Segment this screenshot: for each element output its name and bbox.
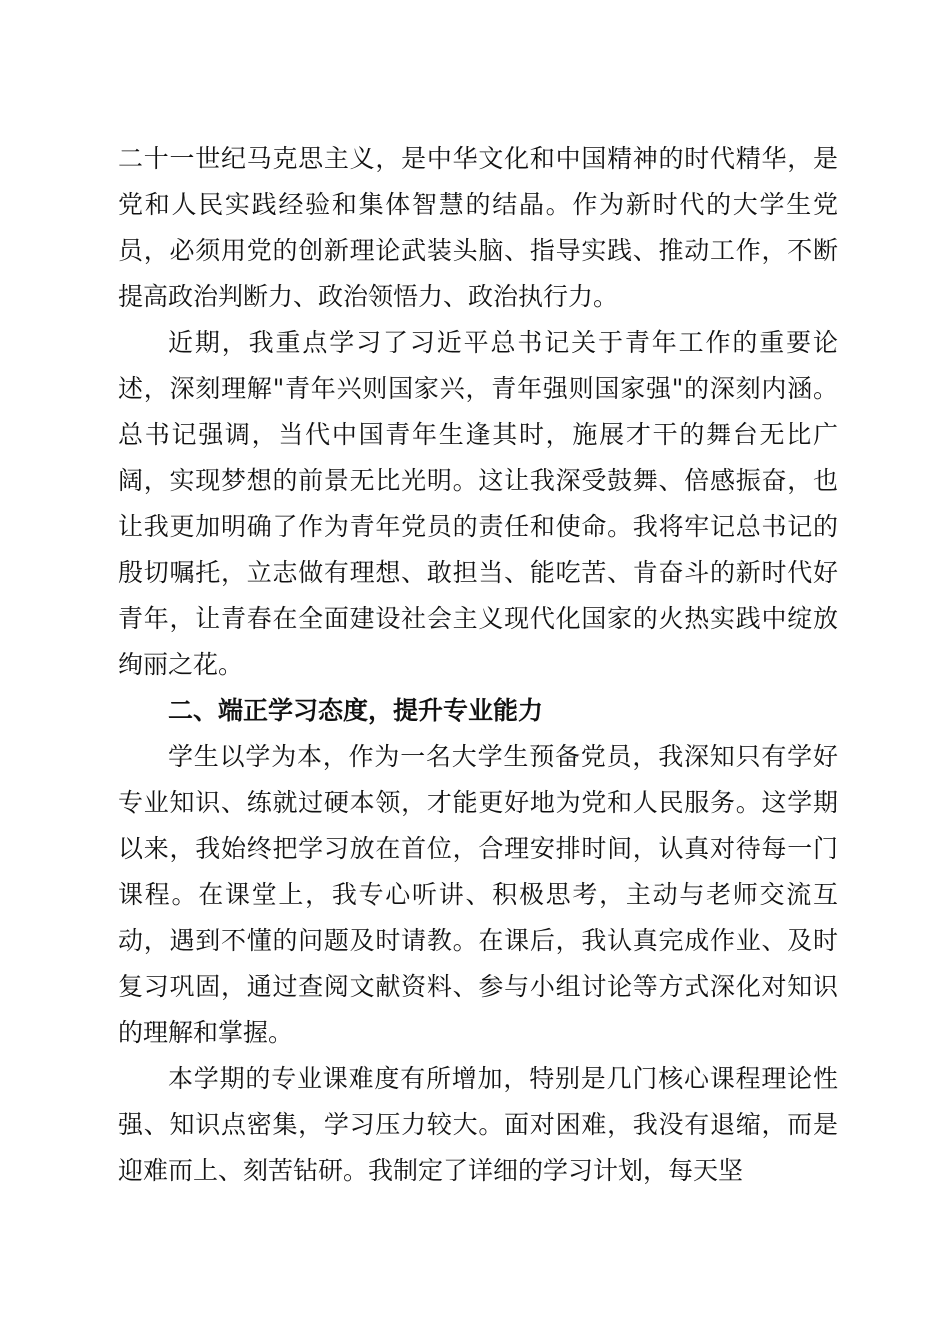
paragraph-course-difficulty: 本学期的专业课难度有所增加，特别是几门核心课程理论性强、知识点密集，学习压力较大。面对困难，我没有退缩，而是迎难而上、刻苦钻研。我制定了详细的学习计划，每天坚 <box>118 1064 838 1185</box>
paragraph-youth-study: 近期，我重点学习了习近平总书记关于青年工作的重要论述，深刻理解"青年兴则国家兴，青年强则国家强"的深刻内涵。总书记强调，当代中国青年生逢其时，施展才干的舞台无比广阔，实现梦想的前景无比光明。这让我深受鼓舞、倍感振奋，也让我更加明确了作为青年党员的责任和使命。我将牢记总书记的殷切嘱托，立志做有理想、敢担当、能吃苦、肯奋斗的新时代好青年，让青春在全面建设社会主义现代化国家的火热实践中绽放绚丽之花。 <box>118 328 838 679</box>
paragraph-study-attitude: 学生以学为本，作为一名大学生预备党员，我深知只有学好专业知识、练就过硬本领，才能更好地为党和人民服务。这学期以来，我始终把学习放在首位，合理安排时间，认真对待每一门课程。在课堂上，我专心听讲、积极思考，主动与老师交流互动，遇到不懂的问题及时请教。在课后，我认真完成作业、及时复习巩固，通过查阅文献资料、参与小组讨论等方式深化对知识的理解和掌握。 <box>118 742 838 1047</box>
paragraph-continued: 二十一世纪马克思主义，是中华文化和中国精神的时代精华，是党和人民实践经验和集体智慧的结晶。作为新时代的大学生党员，必须用党的创新理论武装头脑、指导实践、推动工作，不断提高政治判断力、政治领悟力、政治执行力。 <box>118 144 838 311</box>
document-body <box>118 136 838 1194</box>
section-heading-2: 二、端正学习态度，提升专业能力 <box>168 696 544 725</box>
